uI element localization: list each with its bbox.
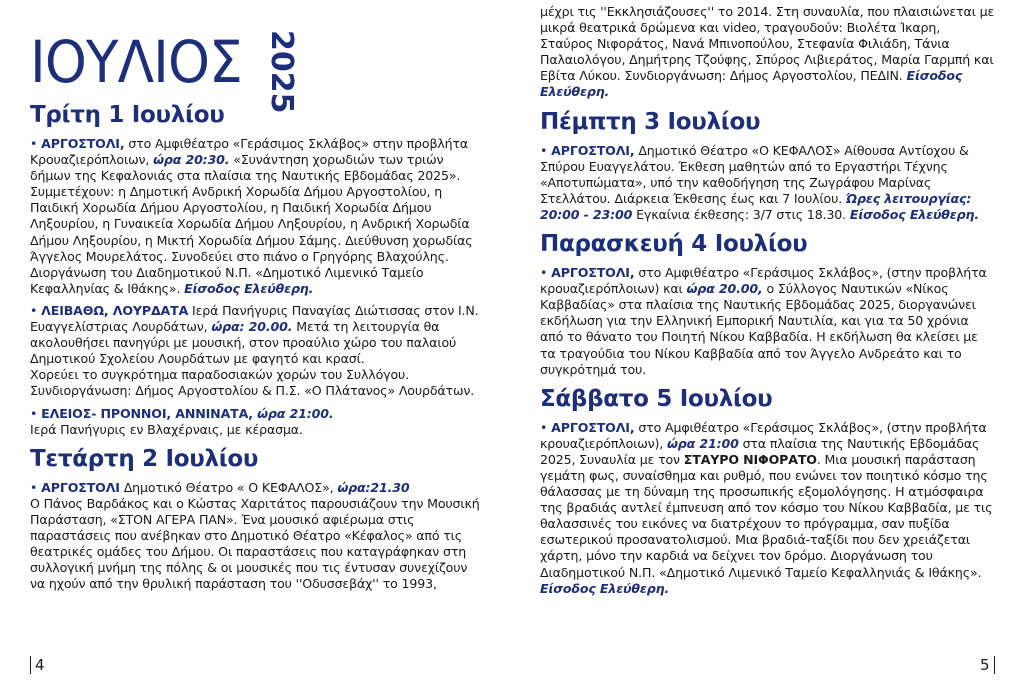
event-time: ώρα 21:00. — [252, 405, 334, 421]
event-3-1 — [540, 143, 995, 223]
free-entry: Είσοδος Ελεύθερη. — [540, 68, 963, 100]
event-2-1 — [30, 480, 482, 496]
event-place: ΑΡΓΟΣΤΟΛΙ, — [551, 265, 635, 281]
event-place: ΑΡΓΟΣΤΟΛΙ, — [551, 419, 635, 435]
event-5-1 — [540, 420, 995, 597]
event-text: στα πλαίσια της Ναυτικής Εβδομάδας 2025, Συναυλία με τον — [540, 435, 980, 467]
day-heading-3: Πέμπτη 3 Ιουλίου — [540, 108, 761, 135]
year-label: 2025 — [264, 30, 299, 114]
month-title: ΙΟΥΛΙΟΣ — [30, 28, 242, 96]
event-text: Μετά τη λειτουργία θα ακολουθήσει πανηγύρι με μουσική, στον προαύλιο χώρο του παλαιού Δημοτικού Σχολείου Λουρδάτων με φαγητό και κρασί. — [30, 319, 457, 367]
event-text: . Μια μουσική παράσταση γεμάτη φως, συναίσθημα και ρυθμό, που ενώνει τον ποιητικό κόσμο της θάλασσας με τη δύναμη της προσωπικής εξομολόγησης. Η ατμόσφαιρα της βραδιάς αντλεί έμπνευση από τον κόσμο του Νίκου Καββαδία, με τις θαλασσινές του εικόνες να διατρέχουν το πρόγραμμα, σαν πυξίδα εσωτερικού προσανατολισμού. Μια βραδιά-ταξίδι που δεν χρειάζεται χάρτη, μόνο την καρδιά να δείχνει τον δρόμο. Διοργάνωση του Διαδημοτικού Ν.Π. «Δημοτικό Λιμενικό Ταμείο Κεφαλληνιάς & Ιθάκης». — [540, 451, 993, 580]
event-1-3 — [30, 406, 482, 422]
event-time: ώρα 21:00 — [666, 435, 739, 451]
page-number-left: 4 — [30, 656, 45, 674]
event-1-2 — [30, 303, 482, 367]
event-4-1 — [540, 265, 995, 378]
bullet-icon: • — [540, 265, 548, 281]
bullet-icon: • — [30, 405, 38, 421]
event-text: Δημοτικό Θέατρο «Ο ΚΕΦΑΛΟΣ» Αίθουσα Αντίοχου & Σπύρου Ευαγγελάτου. Έκθεση μαθητών από το Εργαστήρι Τέχνης «Αποτυπώματα», υπό την καθοδήγηση της Ζωγράφου Μαρίνας Στελλάτου. Διάρκεια Έκθεσης έως και 7 Ιουλίου. — [540, 142, 969, 206]
event-text: Εγκαίνια έκθεσης: 3/7 στις 18.30. — [632, 206, 850, 222]
event-text: Ιερά Πανήγυρις Παναγίας Διώτισσας στον Ι.Ν. Ευαγγελίστριας Λουρδάτων, — [30, 302, 479, 335]
event-time: ώρα: 20.00. — [211, 319, 293, 335]
event-time: ώρα:21.30 — [337, 479, 410, 495]
event-line: Χορεύει το συγκρότημα παραδοσιακών χορών του Συλλόγου. — [30, 367, 409, 383]
event-line: Ιερά Πανήγυρις εν Βλαχέρναις, με κέρασμα. — [30, 421, 303, 437]
right-page — [540, 0, 995, 682]
event-text: μέχρι τις ''Εκκλησιάζουσες'' το 2014. Στη συναυλία, που πλαισιώνεται με μικρά θεατρικά δρώμενα και video, τραγουδούν: Βιολέτα Ίκαρη, Σταύρος Νιφοράτος, Νανά Μπινοπούλου, Στεφανία Φιλιάδη, Τάνια Παλαιολόγου, Δημήτρης Τζούφης, Σπύρος Λιβιεράτος, Μαρία Γαρμπή και Εβίτα Λύκου. Συνδιοργάνωση: Δήμος Αργοστολίου, ΠΕΔΙΝ. — [540, 4, 995, 84]
event-place: ΑΡΓΟΣΤΟΛΙ, — [551, 142, 635, 158]
day-heading-1: Τρίτη 1 Ιουλίου — [30, 102, 225, 128]
page-number-right: 5 — [980, 656, 995, 674]
day-heading-4: Παρασκευή 4 Ιουλίου — [540, 231, 808, 258]
event-line: Συνδιοργάνωση: Δήμος Αργοστολίου & Π.Σ. «Ο Πλάτανος» Λουρδάτων. — [30, 383, 475, 399]
event-time: ώρα 20:30. — [153, 152, 230, 168]
event-text: στο Αμφιθέατρο «Γεράσιμος Σκλάβος» στην προβλήτα Κρουαζιερόπλοιων, — [30, 136, 469, 168]
left-column — [30, 100, 482, 592]
event-artist: ΣΤΑΥΡΟ ΝΙΦΟΡΑΤΟ — [683, 451, 817, 467]
bullet-icon: • — [30, 136, 38, 151]
continued-text — [540, 4, 995, 101]
event-text: Δημοτικό Θέατρο « Ο ΚΕΦΑΛΟΣ», — [119, 479, 338, 495]
event-text: ο Σύλλογος Ναυτικών «Νίκος Καββαδίας» στα πλαίσια της Ναυτικής Εβδομάδας 2025, διοργανώνει εκδήλωση για την Ελληνική Εμπορική Ναυτιλία, και για τα 50 χρόνια από το θάνατο του Ποιητή Νίκου Καββαδία. Η εκδήλωση θα κλείσει με τα τραγούδια του Νίκου Καββαδία από τον Άγγελο Ανδρεάτο και το συγκρότημά του. — [540, 281, 978, 377]
right-column — [540, 4, 995, 597]
free-entry: Είσοδος Ελεύθερη. — [184, 280, 314, 296]
event-1-1 — [30, 136, 482, 297]
event-place: ΕΛΕΙΟΣ- ΠΡΟΝΝΟΙ, ΑΝΝΙΝΑΤΑ, — [41, 405, 253, 421]
event-text: στο Αμφιθέατρο «Γεράσιμος Σκλάβος», (στην προβλήτα κρουαζιερόπλοιων), — [540, 419, 987, 451]
event-place: ΑΡΓΟΣΤΟΛΙ, — [41, 136, 125, 151]
day-heading-5: Σάββατο 5 Ιουλίου — [540, 385, 773, 412]
event-text: στο Αμφιθέατρο «Γεράσιμος Σκλάβος», (στην προβλήτα κρουαζιερόπλοιων) και — [540, 265, 987, 297]
day-heading-2: Τετάρτη 2 Ιουλίου — [30, 445, 259, 472]
event-line: Ο Πάνος Βαρδάκος και ο Κώστας Χαριτάτος παρουσιάζουν την Μουσική Παράσταση, «ΣΤΟΝ ΑΓΕΡΑ ΠΑΝ». Ένα μουσικό αφιέρωμα στις παραστάσεις που ανέβηκαν στο Δημοτικό Θέατρο «Κέφαλος» από τις θεατρικές ομάδες του Δήμου. Οι παραστάσεις που καταγράφηκαν στη συλλογική μνήμη της πόλης & οι μουσικές που τις έντυσαν συνεχίζουν να ηχούν από την θρυλική παράσταση του ''Οδυσσεβάχ'' το 1993, — [30, 495, 480, 592]
event-place: ΑΡΓΟΣΤΟΛΙ — [41, 479, 120, 495]
free-entry: Είσοδος Ελεύθερη. — [849, 206, 979, 222]
event-time: ώρα 20.00, — [686, 281, 763, 297]
event-time: Ώρες λειτουργίας: 20:00 - 23:00 — [540, 190, 972, 222]
bullet-icon: • — [30, 302, 38, 318]
free-entry: Είσοδος Ελεύθερη. — [540, 580, 670, 596]
left-page — [30, 0, 482, 682]
event-text: «Συνάντηση χορωδιών των τριών δήμων της Κεφαλονιάς στα πλαίσια της Ναυτικής Εβδομάδας 2025». Συμμετέχουν: η Δημοτική Ανδρική Χορωδία Δήμου Αργοστολίου, η Παιδική Χορωδία Δήμου Αργοστολίου, η Παιδική Χορωδία Δήμου Ληξουρίου, η Γυναικεία Χορωδία Δήμου Ληξουρίου, η Ανδρική Χορωδία Δήμου Ληξουρίου, η Μικτή Χορωδία Δήμου Σάμης. Διεύθυνση χορωδίας Άγγελος Μουρελάτος. Συνοδεύει στο πιάνο ο Γρηγόρης Βλαχούλης. Διοργάνωση του Διαδημοτικού Ν.Π. «Δημοτικό Λιμενικό Ταμείο Κεφαλληνίας & Ιθάκης». — [30, 152, 473, 296]
event-place: ΛΕΙΒΑΘΩ, ΛΟΥΡΔΑΤΑ — [41, 302, 189, 318]
bullet-icon: • — [30, 479, 38, 495]
bullet-icon: • — [540, 142, 548, 158]
bullet-icon: • — [540, 419, 548, 435]
